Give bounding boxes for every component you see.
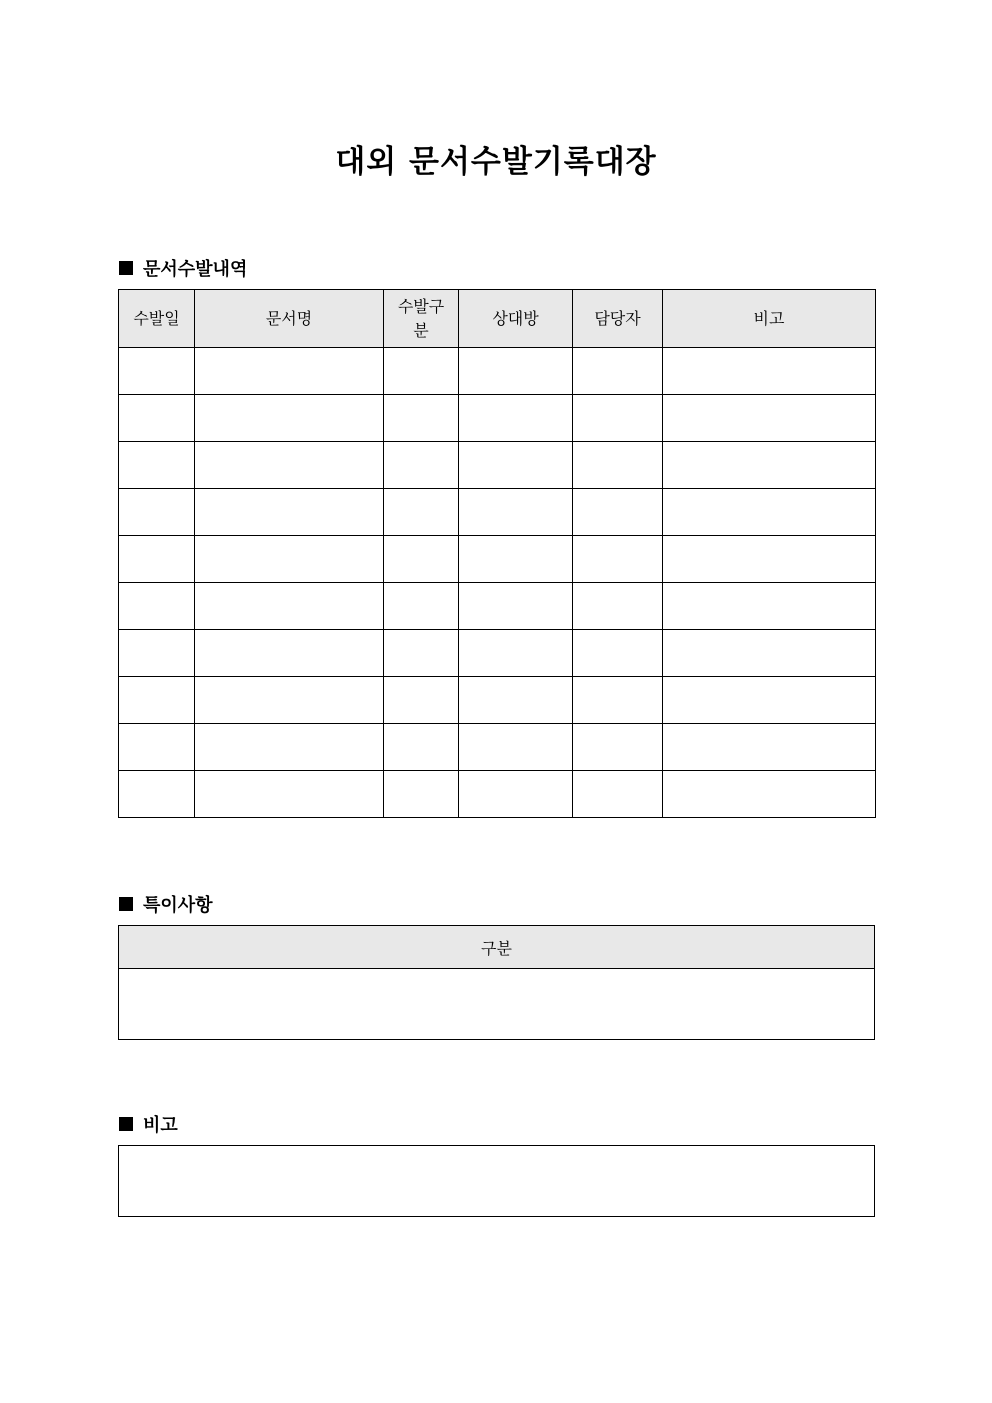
records-section-heading	[119, 255, 247, 281]
special-section-title: 특이사항	[143, 895, 213, 916]
remarks-section-heading	[119, 1111, 178, 1137]
table-row	[119, 630, 876, 677]
document-name-cell[interactable]	[195, 771, 384, 818]
person-in-charge-cell[interactable]	[573, 348, 663, 395]
remarks-cell[interactable]	[663, 348, 876, 395]
dispatch-type-cell[interactable]	[384, 677, 459, 724]
remarks-cell[interactable]	[663, 489, 876, 536]
table-row	[119, 442, 876, 489]
remarks-box[interactable]	[118, 1145, 875, 1217]
remarks-cell[interactable]	[663, 771, 876, 818]
table-row	[119, 771, 876, 818]
person-in-charge-cell[interactable]	[573, 583, 663, 630]
document-name-cell[interactable]	[195, 724, 384, 771]
date-cell[interactable]	[119, 348, 195, 395]
person-in-charge-cell[interactable]	[573, 489, 663, 536]
records-section-title: 문서수발내역	[143, 259, 248, 280]
square-bullet-icon	[119, 261, 133, 275]
document-name-cell[interactable]	[195, 489, 384, 536]
table-row	[119, 489, 876, 536]
counterparty-cell[interactable]	[459, 583, 573, 630]
column-header-person-in-charge: 담당자	[573, 290, 663, 348]
remarks-cell[interactable]	[663, 395, 876, 442]
date-cell[interactable]	[119, 677, 195, 724]
column-header-date: 수발일	[119, 290, 195, 348]
dispatch-type-cell[interactable]	[384, 395, 459, 442]
column-header-remarks: 비고	[663, 290, 876, 348]
special-notes-header: 구분	[119, 926, 875, 969]
document-name-cell[interactable]	[195, 395, 384, 442]
document-name-cell[interactable]	[195, 677, 384, 724]
table-row	[119, 348, 876, 395]
square-bullet-icon	[119, 897, 133, 911]
special-section-heading	[119, 891, 213, 917]
counterparty-cell[interactable]	[459, 489, 573, 536]
person-in-charge-cell[interactable]	[573, 536, 663, 583]
column-header-document-name: 문서명	[195, 290, 384, 348]
records-table-header-row	[119, 290, 876, 348]
table-row	[119, 395, 876, 442]
dispatch-type-cell[interactable]	[384, 442, 459, 489]
remarks-cell[interactable]	[663, 583, 876, 630]
remarks-cell[interactable]	[663, 630, 876, 677]
table-row	[119, 583, 876, 630]
remarks-section-title: 비고	[143, 1115, 178, 1136]
person-in-charge-cell[interactable]	[573, 724, 663, 771]
table-row	[119, 536, 876, 583]
counterparty-cell[interactable]	[459, 395, 573, 442]
column-header-counterparty: 상대방	[459, 290, 573, 348]
document-name-cell[interactable]	[195, 442, 384, 489]
person-in-charge-cell[interactable]	[573, 630, 663, 677]
dispatch-type-cell[interactable]	[384, 771, 459, 818]
counterparty-cell[interactable]	[459, 677, 573, 724]
person-in-charge-cell[interactable]	[573, 771, 663, 818]
dispatch-type-cell[interactable]	[384, 489, 459, 536]
table-row	[119, 724, 876, 771]
person-in-charge-cell[interactable]	[573, 395, 663, 442]
counterparty-cell[interactable]	[459, 724, 573, 771]
date-cell[interactable]	[119, 583, 195, 630]
special-notes-cell[interactable]	[119, 969, 875, 1040]
remarks-cell[interactable]	[663, 442, 876, 489]
counterparty-cell[interactable]	[459, 442, 573, 489]
date-cell[interactable]	[119, 442, 195, 489]
date-cell[interactable]	[119, 536, 195, 583]
counterparty-cell[interactable]	[459, 348, 573, 395]
dispatch-type-cell[interactable]	[384, 348, 459, 395]
date-cell[interactable]	[119, 630, 195, 677]
records-table	[118, 289, 876, 818]
special-notes-table	[118, 925, 875, 1040]
person-in-charge-cell[interactable]	[573, 442, 663, 489]
date-cell[interactable]	[119, 771, 195, 818]
dispatch-type-cell[interactable]	[384, 583, 459, 630]
remarks-cell[interactable]	[663, 536, 876, 583]
remarks-cell[interactable]	[663, 724, 876, 771]
counterparty-cell[interactable]	[459, 630, 573, 677]
document-name-cell[interactable]	[195, 348, 384, 395]
document-name-cell[interactable]	[195, 630, 384, 677]
document-name-cell[interactable]	[195, 583, 384, 630]
remarks-cell[interactable]	[663, 677, 876, 724]
dispatch-type-cell[interactable]	[384, 536, 459, 583]
date-cell[interactable]	[119, 724, 195, 771]
date-cell[interactable]	[119, 489, 195, 536]
column-header-dispatch-type: 수발구분	[384, 290, 459, 348]
dispatch-type-cell[interactable]	[384, 630, 459, 677]
square-bullet-icon	[119, 1117, 133, 1131]
counterparty-cell[interactable]	[459, 771, 573, 818]
counterparty-cell[interactable]	[459, 536, 573, 583]
dispatch-type-cell[interactable]	[384, 724, 459, 771]
page-title: 대외 문서수발기록대장	[335, 144, 657, 180]
date-cell[interactable]	[119, 395, 195, 442]
document-name-cell[interactable]	[195, 536, 384, 583]
person-in-charge-cell[interactable]	[573, 677, 663, 724]
table-row	[119, 677, 876, 724]
